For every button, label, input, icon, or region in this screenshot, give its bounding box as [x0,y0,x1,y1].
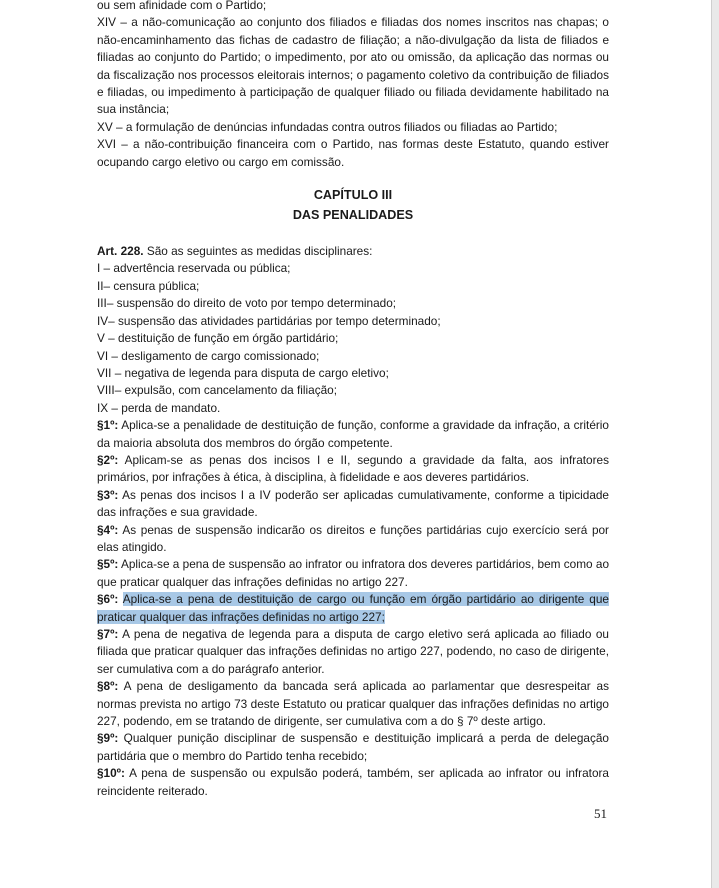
inciso-xv: XV – a formulação de denúncias infundadas contra outros filiados ou filiadas ao Partido; [97,119,558,134]
inciso-xvi: XVI – a não-contribuição financeira com o Partido, nas formas deste Estatuto, quando estiver ocupando cargo eletivo ou cargo em comissão. [97,137,609,169]
paragraph-1 [97,417,609,452]
paragraph-label: §5º: [97,557,119,572]
paragraph-label: §6º: [97,592,119,607]
text-line: ou sem afinidade com o Partido; [97,0,267,12]
list-item: IV– suspensão das atividades partidárias por tempo determinado; [97,313,441,328]
paragraph-label: §4º: [97,522,119,537]
article-228 [97,243,609,260]
inciso-xiv: XIV – a não-comunicação ao conjunto dos filiados e filiadas dos nomes inscritos nas chapas; o não-encaminhamento das fichas de cadastro de filiação; a não-divulgação da lista de filiados e filiadas ao conjunto do Partido; o impedimento, por ato ou omissão, da aplicação das normas ou da fiscalização nos processos eleitorais internos; o pagamento coletivo da contribuição de filiados e filiadas, ou impedimento à participação de qualquer filiado ou filiada devidamente habilitado na sua instância; [97,15,609,117]
paragraph-9 [97,730,609,765]
paragraph-3 [97,487,609,522]
list-item: VIII– expulsão, com cancelamento da filiação; [97,383,338,398]
paragraph-label: §10º: [97,766,125,781]
paragraph-label: §3º: [97,487,119,502]
paragraph-text: Qualquer punição disciplinar de suspensão e destituição implicará a perda de delegação partidária que o membro do Partido tenha recebido; [97,731,609,763]
chapter-title: CAPÍTULO III [313,188,393,203]
paragraph-text: A pena de negativa de legenda para a disputa de cargo eletivo será aplicada ao filiado ou filiada que praticar qualquer das infrações definidas no artigo 227, podendo, no caso de dirigente, ser cumulativa com a do parágrafo anterior. [97,627,609,676]
paragraph-text: As penas de suspensão indicarão os direitos e funções partidárias cujo exercício será por elas atingido. [97,522,609,554]
paragraph-text: Aplica-se a pena de suspensão ao infrator ou infratora dos deveres partidários, bem como ao que praticar qualquer das infrações definidas no artigo 227. [97,557,609,589]
paragraph-7 [97,626,609,678]
list-item: II– censura pública; [97,278,200,293]
list-item: IX – perda de mandato. [97,400,221,415]
paragraph-label: §8º: [97,679,119,694]
paragraph-2 [97,452,609,487]
page-number: 51 [594,806,607,821]
list-item: III– suspensão do direito de voto por tempo determinado; [97,296,397,311]
article-label: Art. 228. [97,244,144,259]
paragraph-10 [97,765,609,800]
paragraph-6 [97,591,609,626]
page-content [97,0,609,800]
chapter-subtitle: DAS PENALIDADES [292,208,414,223]
paragraph-label: §9º: [97,731,119,746]
paragraph-text: A pena de suspensão ou expulsão poderá, também, ser aplicada ao infrator ou infratora reincidente reiterado. [97,766,609,798]
list-item: VII – negativa de legenda para disputa de cargo eletivo; [97,365,389,380]
paragraph-4 [97,522,609,557]
paragraph-text: Aplicam-se as penas dos incisos I e II, segundo a gravidade da falta, aos infratores primários, por infrações à ética, à disciplina, à fidelidade e aos deveres partidários. [97,452,609,485]
selected-text-highlight[interactable]: Aplica-se a pena de destituição de cargo ou função em órgão partidário ao dirigente que praticar qualquer das infrações definidas no artigo 227; [97,592,609,624]
list-item: V – destituição de função em órgão partidário; [97,331,339,346]
paragraph-label: §2º: [97,452,119,467]
paragraph-label: §1º: [97,418,119,433]
spacer [97,225,609,243]
list-item: VI – desligamento de cargo comissionado; [97,348,320,363]
paragraph-label: §7º: [97,627,119,641]
paragraph-text: Aplica-se a penalidade de destituição de função, conforme a gravidade da infração, a critério da maioria absoluta dos membros do órgão competente. [97,418,609,450]
list-item: I – advertência reservada ou pública; [97,261,291,276]
paragraph-8 [97,678,609,730]
paragraph-text: A pena de desligamento da bancada será aplicada ao parlamentar que desrespeitar as normas prevista no artigo 73 deste Estatuto ou praticar qualquer das infrações definidas no artigo 227, podendo, em se tratando de dirigente, ser cumulativa com a do § 7º deste artigo. [97,679,609,729]
paragraph-text: As penas dos incisos I a IV poderão ser aplicadas cumulativamente, conforme a tipicidade das infrações e sua gravidade. [97,487,609,520]
article-text: São as seguintes as medidas disciplinares: [143,244,373,259]
paragraph-5 [97,556,609,591]
